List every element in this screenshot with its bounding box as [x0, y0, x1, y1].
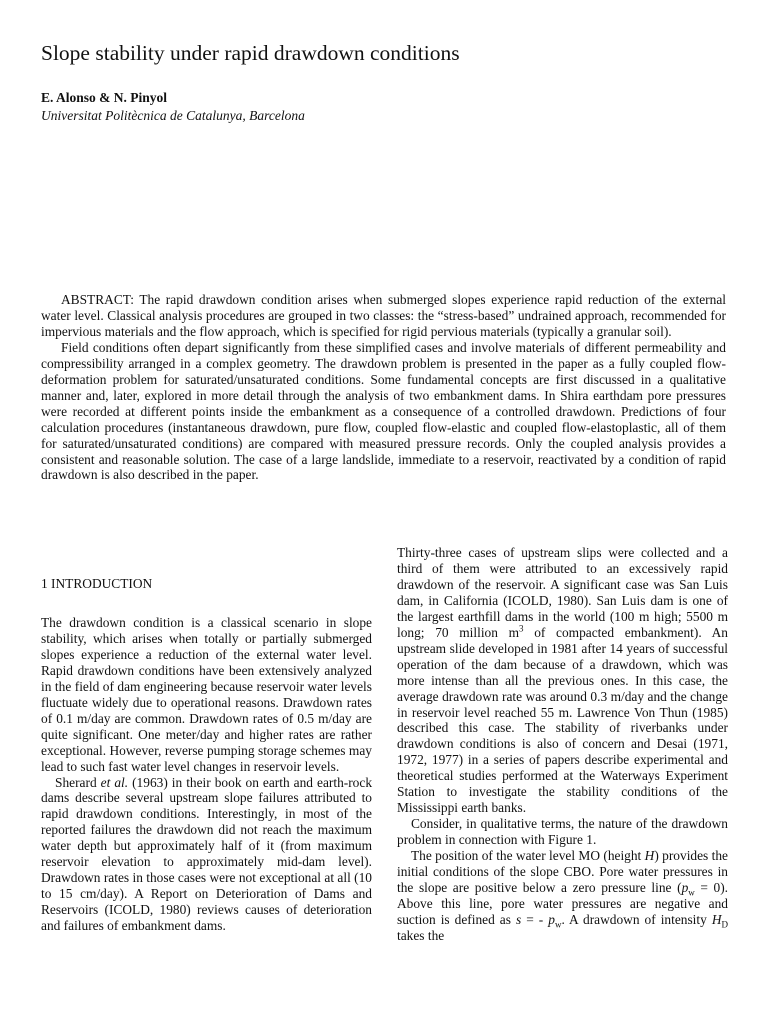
intro-p2-text-b: (1963) in their book on earth and earth-rock dams describe several upstream slope failures attributed to rapid drawdown conditions. Interestingly, in most of the reported failures the drawdown did not reach the maximum water depth but approximately half of it (from maximum reservoir elevation to approximately mid-dam level). Drawdown rates in those cases were not exceptional at all (10 to 15 cm/day). A Report on Deterioration of Dams and Reservoirs (ICOLD, 1980) reviews causes of deterioration and failures of embankment dams.	[41, 774, 373, 934]
intro-p5-sub-w: w	[688, 887, 695, 898]
intro-p3-text-b: of compacted embankment). An upstream slide developed in 1981 after 14 years of successful operation of the dam because of a drawdown, which was more intense than all the previous ones. In this case, the average drawdown rate was around 0.3 m/day and the change in reservoir level reached 55 m. Lawrence Von Thun (1985) described this case. The stability of riverbanks under drawdown conditions is also of concern and Desai (1971, 1972, 1977) in a series of papers describe experimental and theoretical studies performed at the Waterways Experiment Station to investigate the stability conditions of the Mississippi earth banks.	[397, 624, 728, 816]
intro-paragraph-5	[397, 848, 728, 944]
intro-p5-sub-w2: w	[554, 919, 562, 930]
intro-p2-etal: et al.	[100, 774, 129, 790]
left-column	[41, 576, 372, 934]
intro-p5-var-h: H	[644, 848, 655, 864]
intro-p5-sub-d: D	[721, 919, 728, 930]
paper-affiliation: Universitat Politècnica de Catalunya, Barcelona	[41, 108, 305, 123]
intro-p2-text-a: Sherard	[55, 774, 101, 790]
intro-p5-var-p2: p	[548, 911, 555, 927]
right-column	[397, 545, 728, 944]
intro-p5-text-e: . A drawdown of intensity	[561, 911, 712, 927]
intro-p5-text-c: = 0). Above this line, pore water pressures are negative and suction is defined as	[397, 880, 729, 927]
intro-p5-var-p: p	[681, 880, 689, 896]
intro-paragraph-3	[397, 545, 728, 816]
intro-p5-text-a: The position of the water level MO (height	[411, 848, 645, 864]
section-heading-introduction: 1 INTRODUCTION	[41, 576, 153, 591]
intro-paragraph-1: The drawdown condition is a classical scenario in slope stability, which arises when totally or partially submerged slopes experience a reduction of the external water level. Rapid drawdown conditions have been extensively analyzed in the field of dam engineering because reservoir water levels fluctuate widely due to operational reasons. Drawdown rates of 0.1 m/day are common. Drawdown rates of 0.5 m/day are quite significant. One meter/day and higher rates are rather exceptional. However, reverse pumping storage schemes may lead to such fast water level changes in reservoir levels.	[41, 615, 372, 774]
abstract	[41, 292, 726, 483]
intro-p3-superscript: 3	[519, 623, 524, 634]
abstract-paragraph-1: ABSTRACT: The rapid drawdown condition arises when submerged slopes experience rapid reduction of the external water level. Classical analysis procedures are grouped in two classes: the “stress-based” undrained approach, recommended for impervious materials and the flow approach, which is specified for rigid pervious materials (typically a granular soil).	[41, 292, 726, 339]
intro-p5-text-d: = -	[521, 911, 549, 927]
intro-p5-var-hd: H	[711, 911, 722, 927]
abstract-paragraph-2: Field conditions often depart significantly from these simplified cases and involve materials of different permeability and compressibility arranged in a complex geometry. The drawdown problem is presented in the paper as a fully coupled flow-deformation problem for saturated/unsaturated conditions. Some fundamental concepts are first discussed in a qualitative manner and, later, explored in more detail through the analysis of two embankment dams. In Shira earthdam pore pressures were recorded at different points inside the embankment as a consequence of a controlled drawdown. Predictions of four calculation procedures (instantaneous drawdown, pure flow, coupled flow-elastic and coupled flow-elastoplastic, all of them for saturated/unsaturated conditions) are compared with measured pressure records. Only the coupled analysis provides a consistent and reasonable solution. The case of a large landslide, immediate to a reservoir, reactivated by a condition of rapid drawdown is also described in the paper.	[41, 339, 726, 483]
paper-authors: E. Alonso & N. Pinyol	[41, 90, 168, 105]
intro-p5-text-f: takes the	[397, 927, 445, 943]
intro-p3-text-a: Thirty-three cases of upstream slips were collected and a third of them were attributed to an excessively rapid drawdown of the reservoir. A significant case was San Luis dam, in California (ICOLD, 1980). San Luis dam is one of the largest earthfill dams in the world (100 m high; 5500 m long; 70 million m	[397, 545, 728, 640]
intro-paragraph-2	[41, 775, 372, 935]
intro-p5-var-s: s	[515, 911, 522, 927]
intro-paragraph-4: Consider, in qualitative terms, the nature of the drawdown problem in connection with Figure 1.	[397, 816, 728, 848]
intro-p5-text-b: ) provides the initial conditions of the slope CBO. Pore water pressures in the slope are positive below a zero pressure line (	[397, 848, 728, 896]
paper-title: Slope stability under rapid drawdown conditions	[41, 41, 460, 65]
